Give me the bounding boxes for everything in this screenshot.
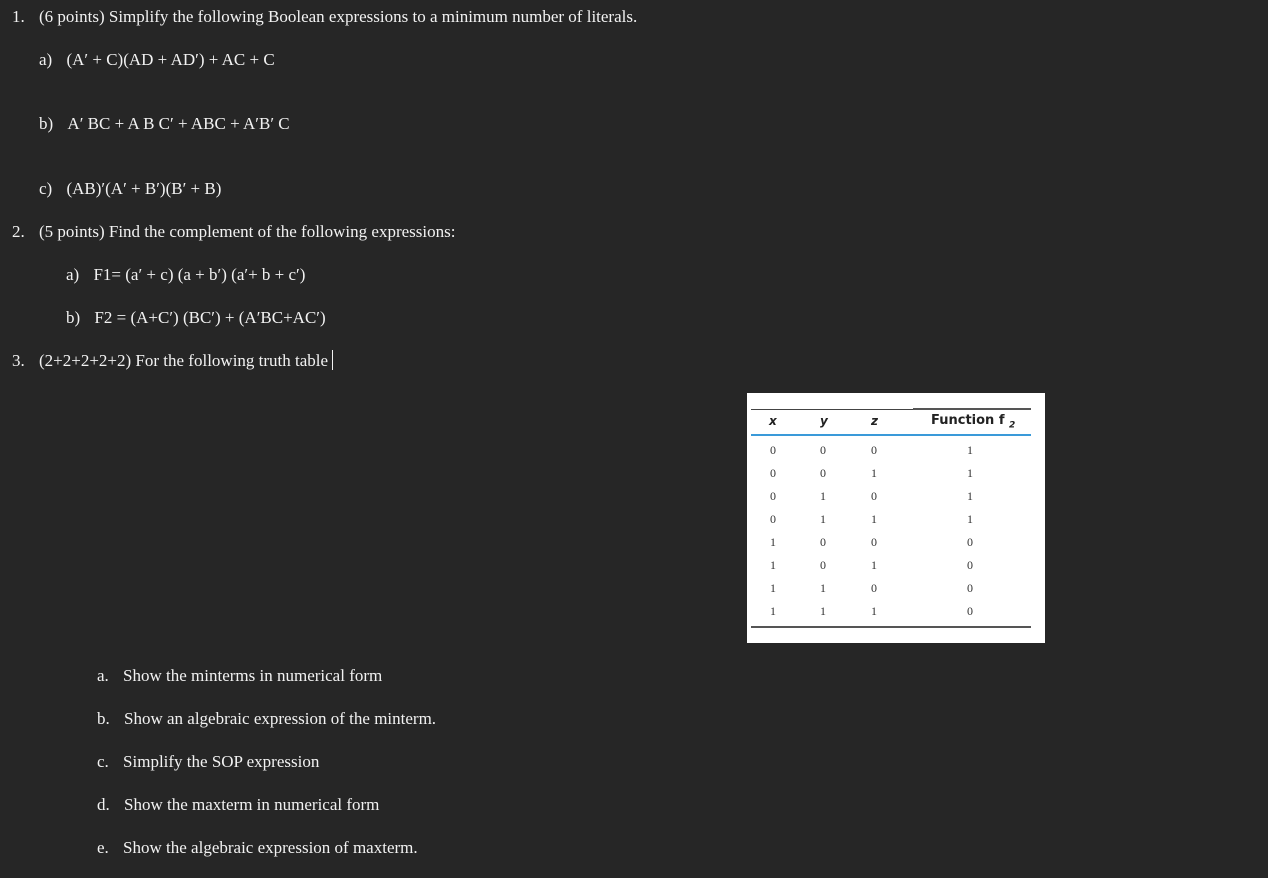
truth-table-cell-z: 0 (871, 489, 877, 503)
question-3b-text: Show an algebraic expression of the minterm. (124, 709, 437, 728)
question-3c (97, 751, 319, 773)
question-1-text: (6 points) Simplify the following Boolean expressions to a minimum number of literals. (39, 7, 638, 26)
truth-table-cell-f: 1 (967, 512, 973, 526)
truth-table-cell-f: 1 (967, 466, 973, 480)
question-1b (39, 113, 290, 135)
question-3a-text: Show the minterms in numerical form (123, 666, 383, 685)
truth-table-cell-z: 0 (871, 443, 877, 457)
question-2a (66, 264, 305, 286)
question-3a-label: a. (97, 666, 109, 685)
truth-table-cell-z: 1 (871, 558, 877, 572)
question-2-text: (5 points) Find the complement of the following expressions: (39, 222, 456, 241)
question-2a-label: a) (66, 265, 80, 284)
question-1c-label: c) (39, 179, 53, 198)
question-1b-text: A′ BC + A B C′ + ABC + A′B′ C (67, 114, 290, 133)
truth-table-cell-x: 1 (770, 604, 776, 618)
truth-table-cell-z: 1 (871, 604, 877, 618)
truth-table-bottom-rule (751, 626, 1031, 628)
truth-table-cell-x: 0 (770, 466, 776, 480)
question-3[interactable] (12, 350, 333, 372)
question-3-number: 3. (12, 351, 25, 370)
text-cursor (332, 350, 333, 370)
question-1a-text: (A′ + C)(AD + AD′) + AC + C (66, 50, 275, 69)
truth-table-cell-y: 1 (820, 512, 826, 526)
truth-table-cell-z: 0 (871, 535, 877, 549)
question-1b-label: b) (39, 114, 54, 133)
question-2-number: 2. (12, 222, 25, 241)
question-1c-text: (AB)′(A′ + B′)(B′ + B) (66, 179, 222, 198)
truth-table-cell-x: 0 (770, 489, 776, 503)
truth-table-cell-y: 0 (820, 558, 826, 572)
truth-table-cell-y: 0 (820, 535, 826, 549)
truth-table-cell-x: 0 (770, 512, 776, 526)
question-3e-text: Show the algebraic expression of maxterm. (123, 838, 418, 857)
truth-table-cell-y: 1 (820, 581, 826, 595)
question-3d-label: d. (97, 795, 110, 814)
question-3b-label: b. (97, 709, 110, 728)
question-1c (39, 178, 221, 200)
question-3a (97, 665, 382, 687)
question-3e (97, 837, 418, 859)
question-3d-text: Show the maxterm in numerical form (124, 795, 380, 814)
truth-table-cell-y: 0 (820, 443, 826, 457)
question-1-number: 1. (12, 7, 25, 26)
truth-table-header-x: x (769, 414, 777, 428)
truth-table-cell-y: 1 (820, 604, 826, 618)
question-3e-label: e. (97, 838, 109, 857)
truth-table-cell-z: 0 (871, 581, 877, 595)
question-3c-text: Simplify the SOP expression (123, 752, 320, 771)
truth-table-header-function-subscript: 2 (1009, 420, 1016, 431)
question-1a (39, 49, 275, 71)
question-2b (66, 307, 326, 329)
truth-table-cell-f: 0 (967, 581, 973, 595)
truth-table-header-z: z (871, 414, 878, 428)
question-2b-text: F2 = (A+C′) (BC′) + (A′BC+AC′) (94, 308, 326, 327)
truth-table-header-rule (751, 434, 1031, 436)
truth-table-header-function-label: Function f (931, 413, 1005, 428)
question-2b-label: b) (66, 308, 81, 327)
truth-table-cell-f: 1 (967, 489, 973, 503)
truth-table-cell-x: 1 (770, 535, 776, 549)
truth-table-cell-z: 1 (871, 512, 877, 526)
truth-table-top-rule-function (913, 408, 1031, 410)
truth-table-cell-f: 0 (967, 558, 973, 572)
truth-table-cell-x: 1 (770, 581, 776, 595)
question-2 (12, 221, 455, 243)
question-3b (97, 708, 436, 730)
question-3-text: (2+2+2+2+2) For the following truth table (39, 351, 329, 370)
truth-table-header-function (931, 413, 1015, 431)
question-1 (12, 6, 637, 28)
question-1a-label: a) (39, 50, 53, 69)
truth-table-header-y: y (820, 414, 828, 428)
question-3c-label: c. (97, 752, 109, 771)
question-2a-text: F1= (a′ + c) (a + b′) (a′+ b + c′) (93, 265, 306, 284)
truth-table-cell-y: 1 (820, 489, 826, 503)
truth-table-cell-y: 0 (820, 466, 826, 480)
truth-table-cell-x: 1 (770, 558, 776, 572)
truth-table-cell-f: 0 (967, 604, 973, 618)
truth-table-cell-x: 0 (770, 443, 776, 457)
question-3d (97, 794, 379, 816)
truth-table-cell-f: 1 (967, 443, 973, 457)
truth-table (747, 393, 1045, 643)
truth-table-cell-z: 1 (871, 466, 877, 480)
truth-table-cell-f: 0 (967, 535, 973, 549)
